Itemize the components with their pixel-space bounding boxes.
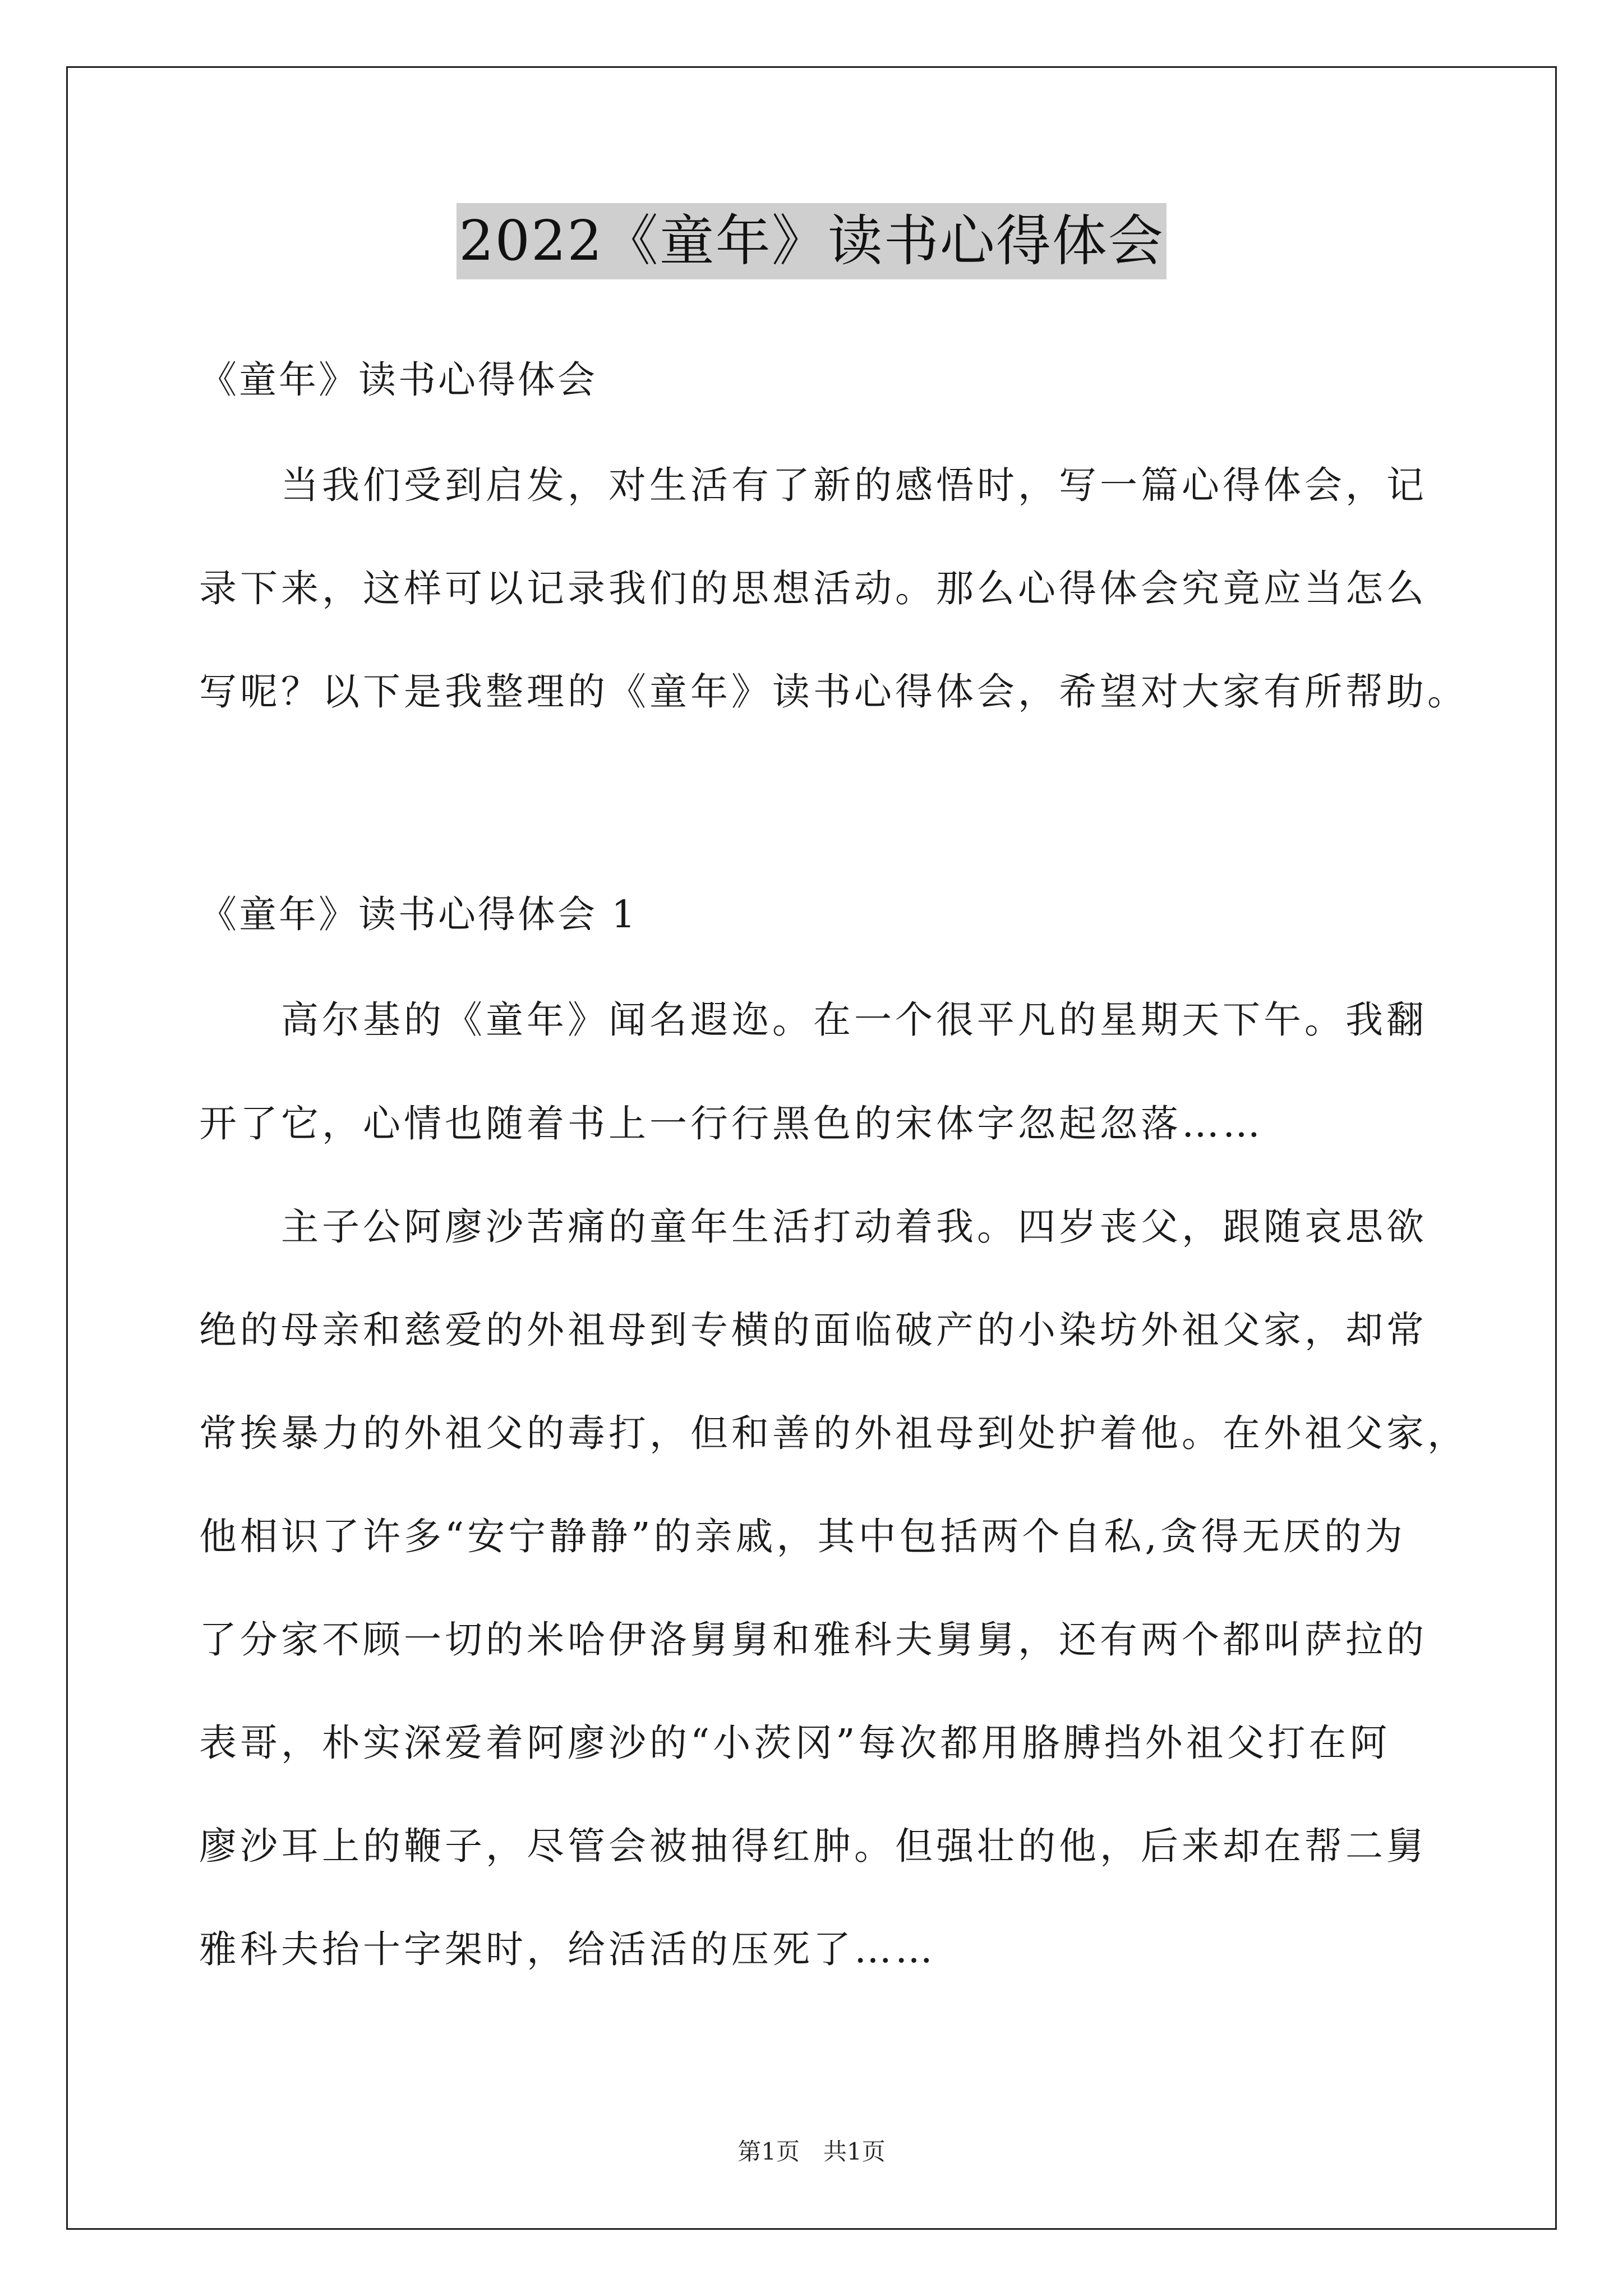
intro-line-2: 录下来，这样可以记录我们的思想活动。那么心得体会究竟应当怎么 — [199, 567, 1427, 610]
document-subtitle: 《童年》读书心得体会 — [199, 358, 597, 402]
section-paragraph-2-line-8: 雅科夫抬十字架时，给活活的压死了…… — [199, 1927, 936, 1971]
title-container — [0, 203, 1623, 279]
document-title: 2022《童年》读书心得体会 — [457, 203, 1166, 279]
section-paragraph-2-line-3: 常挨暴力的外祖父的毒打，但和善的外祖母到处护着他。在外祖父家， — [199, 1411, 1468, 1455]
section-paragraph-2-line-6: 表哥，朴实深爱着阿廖沙的“小茨冈”每次都用胳膊挡外祖父打在阿 — [199, 1721, 1391, 1765]
section-paragraph-2-line-1: 主子公阿廖沙苦痛的童年生活打动着我。四岁丧父，跟随哀思欲 — [199, 1205, 1427, 1249]
section-paragraph-1-line-2: 开了它，心情也随着书上一行行黑色的宋体字忽起忽落…… — [199, 1102, 1264, 1145]
section-paragraph-2-line-2: 绝的母亲和慈爱的外祖母到专横的面临破产的小染坊外祖父家，却常 — [199, 1308, 1427, 1352]
page-footer: 第1页 共1页 — [737, 2138, 886, 2165]
section-paragraph-1-line-1: 高尔基的《童年》闻名遐迩。在一个很平凡的星期天下午。我翻 — [199, 998, 1427, 1042]
section-paragraph-2-line-4: 他相识了许多“安宁静静”的亲戚，其中包括两个自私,贪得无厌的为 — [199, 1515, 1406, 1558]
section-heading: 《童年》读书心得体会 1 — [199, 892, 638, 936]
section-paragraph-2-line-5: 了分家不顾一切的米哈伊洛舅舅和雅科夫舅舅，还有两个都叫萨拉的 — [199, 1618, 1427, 1662]
intro-line-3: 写呢？以下是我整理的《童年》读书心得体会，希望对大家有所帮助。 — [199, 670, 1468, 714]
intro-line-1: 当我们受到启发，对生活有了新的感悟时，写一篇心得体会，记 — [199, 463, 1427, 507]
section-paragraph-2-line-7: 廖沙耳上的鞭子，尽管会被抽得红肿。但强壮的他，后来却在帮二舅 — [199, 1824, 1427, 1868]
